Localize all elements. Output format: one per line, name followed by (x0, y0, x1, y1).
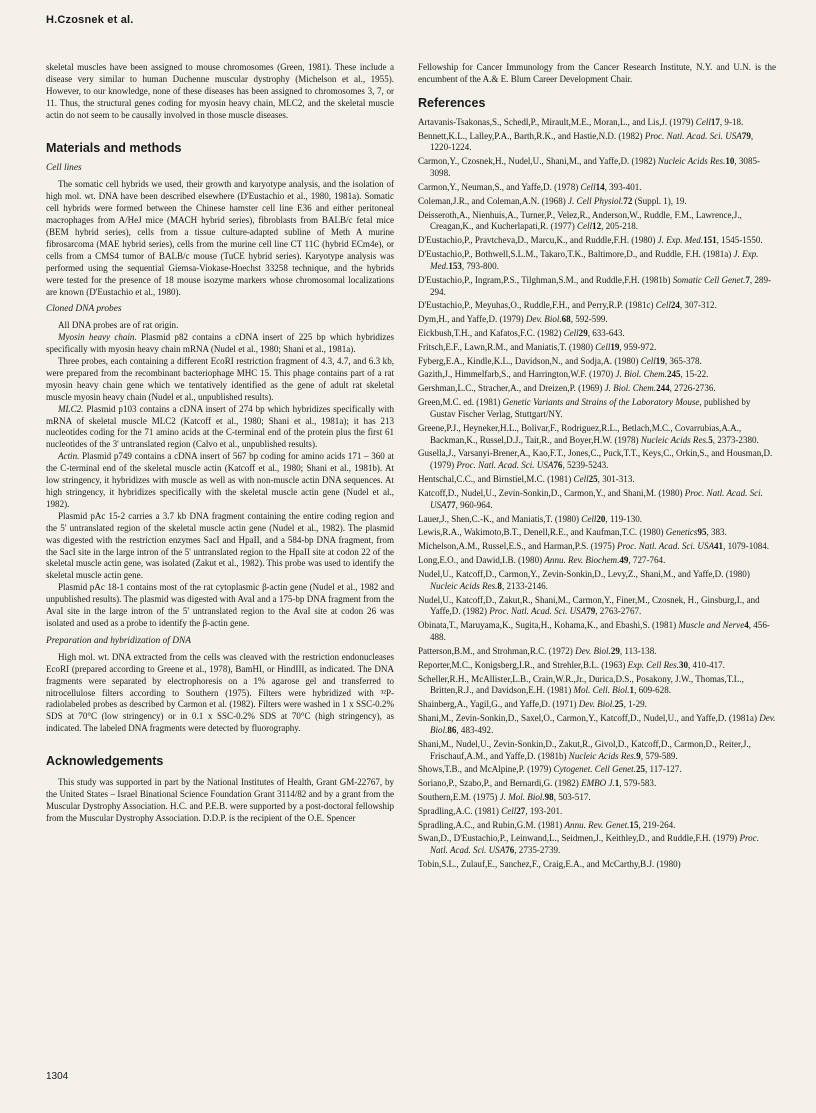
reference-entry (418, 249, 776, 273)
reference-entry (418, 792, 776, 804)
cloned-intro: All DNA probes are of rat origin. (58, 320, 179, 331)
reference-volume: 79 (586, 606, 596, 617)
cloned-probes-heading: Cloned DNA probes (46, 304, 122, 315)
actin-paragraph (46, 451, 394, 511)
reference-journal: J. Biol. Chem. (615, 369, 667, 380)
reference-pages: , 5239-5243. (562, 460, 609, 471)
reference-volume: 5 (708, 434, 713, 445)
reference-volume: 19 (655, 355, 665, 366)
reference-pages: , published by Gustav Fischer Verlag, Stuttgart/NY. (430, 397, 751, 419)
reference-entry (418, 369, 776, 381)
reference-journal: Proc. Natl. Acad. Sci. USA (430, 487, 763, 510)
reference-pages: , 3085-3098. (430, 156, 761, 179)
reference-volume: 17 (710, 116, 720, 127)
reference-pages: , 393-401. (604, 181, 642, 192)
reference-pages: , 193-201. (525, 805, 563, 816)
reference-journal: J. Biol. Chem. (604, 383, 657, 394)
reference-volume: 77 (446, 499, 456, 510)
reference-volume: 29 (610, 645, 620, 656)
reference-entry (418, 713, 776, 737)
reference-pages: , 960-964. (455, 499, 493, 510)
references-section (418, 95, 776, 871)
reference-pages: , 959-972. (619, 341, 657, 352)
pac18-1-paragraph: Plasmid pAc 18-1 contains most of the rat cytoplasmic β-actin gene (Nudel et al., 1982 and unpublished results). The plasmid was digested with AvaI and a 175-bp DNA fragment from the AvaI site in the large intron of the 5' untranslated region to the AvaI site at codon 26 was isolated and used as a probe to identify the β-actin gene. (46, 582, 394, 628)
reference-journal: Dev. Biol. (525, 314, 562, 325)
reference-journal: J. Exp. Med. (657, 235, 704, 246)
acknowledgements-paragraph: This study was supported in part by the National Institutes of Health, Grant GM-22767, by the United States – Israel Binational Science Foundation Grant 3114/82 and by a grant from the Muscular Dystrophy Association. H.C. and P.E.B. were supported by a post-doctoral fellowship from the Muscular Dystrophy Association. D.D.P. is the recipient of the O.E. Spencer (46, 777, 394, 823)
reference-journal: J. Exp. Med. (430, 249, 759, 271)
reference-pages: , 301-313. (597, 474, 635, 485)
reference-authors: Southern,E.M. (1975) (418, 792, 500, 802)
reference-volume: 76 (505, 845, 515, 856)
reference-volume: 79 (741, 130, 751, 141)
reference-authors: Soriano,P., Szabo,P., and Bernardi,G. (1982) (418, 778, 582, 789)
reference-journal: J. Mol. Biol. (499, 792, 545, 802)
reference-journal: Cell (576, 221, 593, 232)
reference-entry (418, 342, 776, 354)
reference-entry (418, 833, 776, 857)
reference-journal: Dev. Biol. (430, 713, 776, 735)
reference-entry (418, 778, 776, 790)
reference-authors: Shows,T.B., and McAlpine,P. (1979) (418, 764, 554, 775)
actin-runin: Actin. (58, 451, 80, 462)
reference-authors: Gusella,J., Varsanyi-Brener,A., Kao,F.T., Jones,C., Puck,T.T., Keys,C., Orkin,S., and Housman,D. (1979) (418, 448, 773, 471)
reference-authors: Greene,P.J., Heyneker,H.L., Bolivar,F., Rodriguez,R.L., Betlach,M.C., Covarrubias,A.A., Backman,K., Russel,D.J., Tait,R., and Boyer,H.W. (1978) (418, 422, 742, 445)
reference-entry (418, 806, 776, 818)
reference-pages: , 727-764. (628, 555, 666, 565)
intro-paragraph: skeletal muscles have been assigned to mouse chromosomes (Green, 1981). These include a disease very similar to human Duchenne muscular dystrophy (Michelson et al., 1955). However, to our knowledge, none of these diseases has been assigned to chromosomes 3, 7, or 11. Thus, the structural genes coding for myosin heavy chain, MLC2, and the skeletal muscle actin do not seem to be causally involved in those muscle diseases. (46, 62, 394, 120)
reference-authors: D'Eustachio,P., Bothwell,S.L.M., Takaro,T.K., Baltimore,D., and Ruddle, F.H. (1981a) (418, 249, 734, 260)
reference-authors: Gershman,L.C., Stracher,A., and Dreizen,P. (1969) (418, 383, 605, 394)
pac15-2-paragraph: Plasmid pAc 15-2 carries a 3.7 kb DNA fragment containing the entire coding region and the 5' untranslated region of the skeletal muscle actin gene (Nudel et al., 1982). The plasmid was digested with the restriction enzymes SacI and HpaII, and a 584-bp DNA fragment, from the SacI site in the large intron of the 5' untranslated region to the HpaII site at codon 22 of the skeletal muscle actin gene, was isolated (Zakut et al., 1982). This probe was used to identify the skeletal muscle actin gene. (46, 510, 394, 581)
reference-journal: Annu. Rev. Genet. (564, 819, 630, 830)
myosin-paragraph (46, 332, 394, 356)
reference-pages: , 289-294. (430, 274, 771, 297)
reference-pages: , 9-18. (719, 116, 744, 127)
reference-pages: , 2726-2736. (669, 383, 716, 394)
reference-pages: , 2133-2146. (501, 580, 548, 591)
reference-authors: D'Eustachio,P., Ingram,P.S., Tilghman,S.M., and Ruddle,F.H. (1981b) (418, 274, 673, 285)
page-number: 1304 (46, 1071, 69, 1082)
reference-pages: , 633-643. (587, 328, 625, 339)
reference-authors: Shani,M., Zevin-Sonkin,D., Saxel,O., Carmon,Y., Katcoff,D., Nudel,U., and Yaffe,D. (1981a) (418, 713, 760, 723)
acknowledgements-continued: Fellowship for Cancer Immunology from the Cancer Research Institute, N.Y. and U.N. is the encumbent of the A.& E. Blum Career Development Chair. (418, 62, 776, 84)
reference-pages: , 609-628. (634, 685, 672, 696)
reference-authors: Patterson,B.M., and Strohman,R.C. (1972) (418, 645, 576, 656)
reference-entry (418, 569, 776, 593)
reference-entry (418, 356, 776, 368)
reference-entry (418, 595, 776, 619)
reference-authors: Coleman,J.R., and Coleman,A.N. (1968) (418, 195, 569, 206)
cell-lines-paragraph: The somatic cell hybrids we used, their growth and karyotype analysis, and the isolation of high mol. wt. DNA have been described elsewhere (D'Eustachio et al., 1980, 1981a). Somatic cell hybrids were formed between the Chinese hamster cell line E36 and either peritoneal macrophages from A/HeJ mice (MACH hybrid series), fibroblasts from BALB/c fetal mice (BEM hybrid series), cells from a tissue culture-adapted subline of Meth A murine fibrosarcoma (MAE hybrid series), cells from the murine cell line CT 11C (hybrid ECm4e), or cells from a CMS4 tumor of BALB/c mouse (TuCE hybrid series). Karyotype analysis was performed using the sequential Giemsa-Viokase-Hoechst 33258 technique, and the hybrids were tested for the presence of 18 mouse isozyme markers whose chromosomal localizations are known (D'Eustachio et al., 1980). (46, 179, 394, 297)
reference-journal: Mol. Cell. Biol. (573, 685, 630, 696)
reference-pages: , 383. (706, 527, 727, 538)
reference-journal: Annu. Rev. Biochem. (544, 555, 620, 565)
reference-authors: Obinata,T., Maruyama,K., Sugita,H., Kohama,K., and Ebashi,S. (1981) (418, 620, 679, 631)
reference-entry (418, 397, 776, 421)
reference-authors: Long,E.O., and Dawid,I.B. (1980) (418, 555, 545, 565)
reference-volume: 29 (578, 328, 588, 339)
reference-journal: Cell (563, 328, 579, 339)
reference-journal: Genetic Variants and Strains of the Laboratory Mouse (502, 397, 700, 407)
reference-pages: , 793-800. (461, 260, 499, 271)
reference-pages: , 410-417. (687, 659, 725, 670)
reference-volume: 7 (745, 274, 750, 285)
reference-pages: , 15-22. (680, 369, 709, 380)
reference-volume: 25 (614, 699, 624, 710)
reference-pages: , 2763-2767. (595, 606, 642, 617)
reference-entry (418, 620, 776, 644)
reference-entry (418, 328, 776, 340)
reference-authors: Tobin,S.L., Zulauf,E., Sanchez,F., Craig,E.A., and McCarthy,B.J. (1980) (418, 859, 681, 870)
reference-authors: Scheller,R.H., McAllister,L.B., Crain,W.R.,Jr., Durica,D.S., Posakony, J.W., Thomas,T.L., Britten,R.J., and Davidson,E.H. (1981) (418, 673, 744, 696)
reference-volume: 14 (595, 181, 605, 192)
reference-authors: Carmon,Y., Czosnek,H., Nudel,U., Shani,M., and Yaffe,D. (1982) (418, 156, 658, 167)
reference-journal: Cell (655, 300, 671, 311)
reference-journal: Proc. Natl. Acad. Sci. USA (456, 460, 554, 471)
reference-entry (418, 300, 776, 312)
references-heading: References (418, 95, 486, 110)
reference-pages: , 2373-2380. (712, 434, 759, 445)
reference-authors: Swan,D., D'Eustachio,P., Leinwand,L., Seidmen,J., Keithley,D., and Ruddle,F.H. (1979) (418, 833, 740, 844)
reference-journal: Cell (595, 341, 611, 352)
reference-entry (418, 131, 776, 155)
reference-journal: Proc. Natl. Acad. Sci. USA (644, 130, 742, 141)
reference-pages: , 483-492. (456, 724, 494, 735)
reference-volume: 49 (619, 555, 629, 565)
reference-authors: Eickbush,T.H., and Kafatos,F.C. (1982) (418, 328, 564, 339)
reference-authors: Gazith,J., Himmelfarb,S., and Harrington,W.F. (1970) (418, 369, 616, 380)
reference-volume: 9 (636, 750, 641, 761)
reference-pages: , 119-130. (605, 513, 643, 524)
reference-authors: Nudel,U., Katcoff,D., Carmon,Y., Zevin-Sonkin,D., Levy,Z., Shani,M., and Yaffe,D. (1980) (418, 568, 750, 579)
reference-volume: 4 (744, 620, 749, 631)
acknowledgements-heading: Acknowledgements (46, 754, 164, 769)
reference-journal: Dev. Biol. (578, 699, 615, 710)
reference-pages: , 113-138. (619, 645, 657, 656)
mlc2-text: Plasmid p103 contains a cDNA insert of 274 bp which hybridizes specifically with mRNA of skeletal muscle MLC2 (Katcoff et al., 1980; Shani et al., 1981a); it has 213 nucleotides coding for the 71 amino acids at the C-terminal end of the protein plus the first 61 nucleotides of the 3' untranslated region (Calvo et al., unpublished results). (46, 403, 394, 450)
reference-journal: Cytogenet. Cell Genet. (553, 764, 636, 775)
reference-entry (418, 314, 776, 326)
reference-journal: Cell (640, 355, 656, 366)
reference-authors: Deisseroth,A., Nienhuis,A., Turner,P., Velez,R., Anderson,W., Ruddle, F.M., Lawrence,J., Creagan,K., and Kucherlapati,R. (1977) (418, 209, 742, 232)
reference-pages: , 1220-1224. (430, 130, 754, 153)
reference-pages: , 1079-1084. (723, 541, 770, 552)
reference-authors: Michelson,A.M., Russel,E.S., and Harman,P.S. (1975) (418, 541, 618, 552)
reference-journal: Cell (573, 474, 589, 485)
reference-pages: , 1545-1550. (716, 235, 763, 246)
reference-authors: Hentschal,C.C., and Birnstiel,M.C. (1981) (418, 474, 574, 485)
reference-volume: 95 (697, 527, 707, 538)
reference-authors: Spradling,A.C., and Rubin,G.M. (1981) (418, 819, 565, 830)
reference-journal: Muscle and Nerve (678, 620, 745, 631)
left-column (46, 62, 394, 825)
reference-pages: , 2735-2739. (514, 845, 561, 856)
reference-pages: , 219-264. (638, 819, 676, 830)
reference-volume: 86 (447, 724, 457, 735)
reference-authors: Lewis,R.A., Wakimoto,B.T., Denell,R.E., and Kaufman,T.C. (1980) (418, 527, 666, 538)
reference-volume: 244 (656, 383, 670, 394)
reference-journal: Exp. Cell Res. (627, 659, 679, 670)
reference-authors: Reporter,M.C., Konigsberg,I.R., and Strehler,B.L. (1963) (418, 659, 628, 670)
reference-entry (418, 235, 776, 247)
actin-text: Plasmid p749 contains a cDNA insert of 567 bp coding for amino acids 171 – 360 at the C-terminal end of the skeletal muscle actin (Katcoff et al., 1980; Shani et al., 1981b). At low stringency, it hybridizes with muscle as well as with non-muscle actin DNA sequences. At high stringency, it hybridizes specifically with the skeletal muscle actin gene (Nudel et al., 1982). (46, 451, 394, 509)
reference-volume: 8 (497, 580, 502, 591)
reference-entry (418, 674, 776, 698)
reference-volume: 30 (678, 659, 688, 670)
phage-paragraph: Three probes, each containing a different EcoRI restriction fragment of 4.3, 4.7, and 6.3 kb, were prepared from the recombinant bacteriophage MHC 15. This phage contains part of a rat myosin heavy chain gene which we tentatively identified as the gene of adult rat skeletal muscle myosin heavy chain (Nudel et al., unpublished results). (46, 356, 394, 402)
reference-journal: Dev. Biol. (575, 645, 611, 656)
reference-volume: 20 (596, 513, 606, 524)
reference-entry (418, 820, 776, 832)
reference-pages: , 579-583. (619, 778, 657, 789)
reference-volume: 27 (516, 805, 526, 816)
dna-prep-heading: Preparation and hybridization of DNA (46, 635, 191, 646)
reference-volume: 245 (666, 369, 681, 380)
reference-volume: 1 (629, 685, 635, 696)
reference-volume: 98 (544, 792, 554, 802)
reference-entry (418, 859, 776, 871)
reference-pages: (Suppl. 1), 19. (632, 195, 687, 206)
reference-entry (418, 555, 776, 567)
reference-journal: Proc. Natl. Acad. Sci. USA (617, 541, 715, 552)
reference-authors: Bennett,K.L., Lalley,P.A., Barth,R.K., and Hastie,N.D. (1982) (418, 130, 645, 141)
reference-entry (418, 660, 776, 672)
myosin-runin: Myosin heavy chain. (58, 332, 137, 343)
reference-entry (418, 117, 776, 129)
reference-entry (418, 448, 776, 472)
reference-authors: Nudel,U., Katcoff,D., Zakut,R., Shani,M., Carmon,Y., Finer,M., Czosnek, H., Ginsburg,I., and Yaffe,D. (1982) (418, 594, 760, 617)
materials-methods-heading: Materials and methods (46, 140, 182, 155)
reference-journal: Cell (501, 805, 517, 816)
reference-authors: Fyberg,E.A., Kindle,K.L., Davidson,N., and Sodja,A. (1980) (418, 355, 641, 366)
reference-pages: , 456-488. (430, 620, 770, 643)
reference-entry (418, 474, 776, 486)
reference-volume: 76 (553, 460, 563, 471)
reference-entry (418, 739, 776, 763)
reference-journal: Proc. Natl. Acad. Sci. USA (489, 606, 587, 617)
reference-journal: Cell (580, 181, 596, 192)
reference-entry (418, 646, 776, 658)
reference-entry (418, 514, 776, 526)
reference-pages: , 307-312. (679, 300, 717, 311)
mlc2-paragraph (46, 404, 394, 452)
reference-entry (418, 488, 776, 512)
right-column (418, 62, 776, 873)
reference-list (418, 117, 776, 871)
reference-volume: 1 (614, 778, 620, 789)
reference-volume: 151 (703, 235, 717, 246)
reference-volume: 10 (725, 156, 735, 167)
reference-journal: Somatic Cell Genet. (672, 274, 746, 285)
reference-authors: Spradling,A.C. (1981) (418, 805, 502, 816)
reference-authors: Lauer,J., Shen,C.-K., and Maniatis,T. (1980) (418, 513, 582, 524)
reference-authors: Shani,M., Nudel,U., Zevin-Sonkin,D., Zakut,R., Givol,D., Katcoff,D., Carmon,D., Reiter,J., Frischauf,A.M., and Yaffe,D. (1981b) (418, 738, 751, 761)
reference-journal: Nucleic Acids Res. (568, 750, 637, 761)
reference-journal: Cell (695, 116, 711, 127)
myosin-text: Plasmid p82 contains a cDNA insert of 225 bp which hybridizes specifically with myosin heavy chain mRNA (Nudel et al., 1980; Shani et al., 1981a). (46, 332, 394, 355)
reference-journal: Nucleic Acids Res. (640, 434, 709, 445)
reference-entry (418, 541, 776, 553)
reference-authors: Shainberg,A., Yagil,G., and Yaffe,D. (1971) (418, 699, 579, 710)
reference-journal: Cell (581, 513, 597, 524)
reference-entry (418, 383, 776, 395)
reference-volume: 12 (592, 221, 602, 232)
reference-pages: , 503-517. (553, 792, 591, 802)
reference-journal: Nucleic Acids Res. (430, 580, 498, 591)
reference-pages: , 205-218. (601, 221, 639, 232)
reference-authors: Fritsch,E.F., Lawn,R.M., and Maniatis,T. (1980) (418, 341, 596, 352)
reference-entry (418, 764, 776, 776)
reference-authors: Artavanis-Tsakonas,S., Schedl,P., Mirault,M.E., Moran,L., and Lis,J. (1979) (418, 116, 696, 127)
reference-entry (418, 527, 776, 539)
reference-pages: , 117-127. (644, 764, 682, 775)
reference-volume: 72 (623, 195, 633, 206)
reference-authors: Green,M.C. ed. (1981) (418, 397, 503, 407)
reference-entry (418, 182, 776, 194)
reference-pages: , 579-589. (640, 750, 678, 761)
reference-entry (418, 210, 776, 234)
mlc2-runin: MLC2. (58, 403, 84, 414)
cell-lines-heading: Cell lines (46, 163, 82, 174)
reference-entry (418, 156, 776, 180)
reference-authors: Katcoff,D., Nudel,U., Zevin-Sonkin,D., Carmon,Y., and Shani,M. (1980) (418, 487, 685, 498)
reference-volume: 153 (448, 260, 462, 271)
reference-journal: J. Cell Physiol. (568, 195, 624, 206)
reference-authors: Dym,H., and Yaffe,D. (1979) (418, 314, 526, 325)
reference-volume: 24 (670, 300, 680, 311)
reference-journal: Proc. Natl. Acad. Sci. USA (430, 833, 759, 856)
reference-entry (418, 699, 776, 711)
reference-journal: Genetics (665, 527, 698, 538)
reference-journal: EMBO J. (581, 778, 615, 789)
reference-volume: 68 (561, 314, 571, 325)
reference-volume: 41 (714, 541, 724, 552)
reference-authors: D'Eustachio,P., Meyuhas,O., Ruddle,F.H., and Perry,R.P. (1981c) (418, 300, 656, 311)
reference-journal: Nucleic Acids Res. (657, 156, 726, 167)
reference-entry (418, 196, 776, 208)
dna-prep-paragraph: High mol. wt. DNA extracted from the cells was cleaved with the restriction endonucleases EcoRI (prepared according to Greene et al., 1978), BamHI, or HindIII, as indicated. The DNA fragments were separated by electrophoresis on a 1% agarose gel and transferred to nitrocellulose filters according to Southern (1975). Filters were hybridized with ³²P-radiolabeled probes as described by Carmon et al. (1982). Filters were washed in 1 x SSC-0.2% SDS at 70°C (low stringency) or in 0.1 x SSC-0.2% SDS at 70°C (high stringency), as indicated. The labeled DNA fragments were detected by fluorography. (46, 651, 394, 734)
reference-pages: , 365-378. (664, 355, 702, 366)
reference-pages: , 592-599. (570, 314, 608, 325)
reference-volume: 25 (635, 764, 645, 775)
reference-pages: , 1-29. (623, 699, 647, 710)
reference-volume: 25 (588, 474, 598, 485)
reference-entry (418, 275, 776, 299)
reference-entry (418, 423, 776, 447)
reference-volume: 15 (629, 819, 639, 830)
reference-authors: D'Eustachio,P., Pravtcheva,D., Marcu,K., and Ruddle,F.H. (1980) (418, 235, 658, 246)
running-head: H.Czosnek et al. (46, 14, 134, 26)
reference-authors: Carmon,Y., Neuman,S., and Yaffe,D. (1978) (418, 181, 581, 192)
reference-volume: 19 (610, 341, 620, 352)
